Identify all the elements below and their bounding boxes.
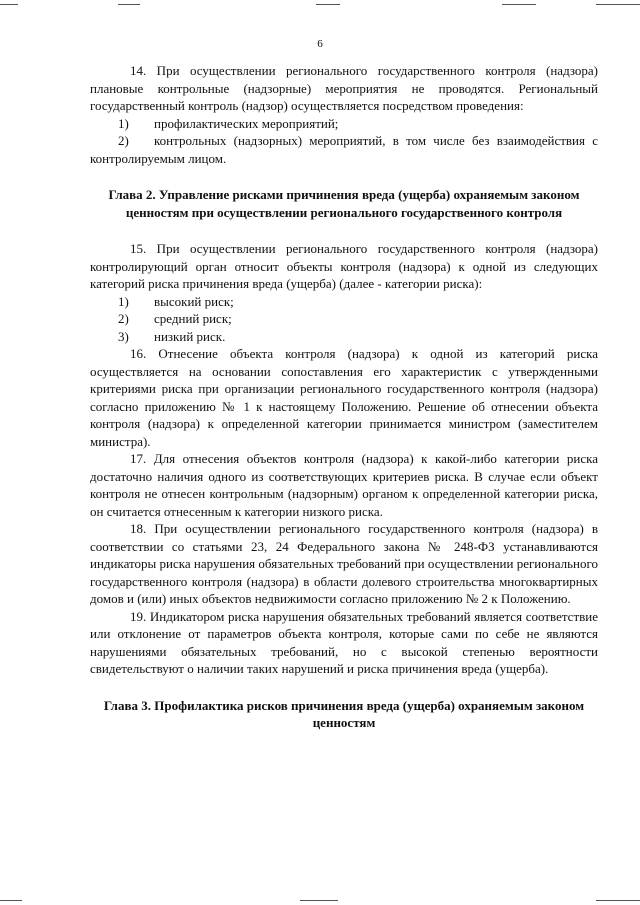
scan-edge-mark [596,4,640,5]
scan-edge-mark [316,4,340,5]
list-item [90,328,598,346]
list-item-number: 1) [118,115,129,131]
list-item-text: средний риск; [154,311,232,326]
scan-edge-mark [502,4,536,5]
scan-edge-mark [596,900,640,901]
list-item-text: контрольных (надзорных) мероприятий, в том числе без взаимодействия с контролируемым лицом. [90,133,598,166]
list-item-number: 1) [118,293,129,309]
list-item-text: высокий риск; [154,293,234,309]
list-item [90,132,598,167]
scan-edge-mark [118,4,140,5]
paragraph-14: 14. При осуществлении регионального государственного контроля (надзора) плановые контрольные (надзорные) мероприятия не проводятся. Региональный государственный контроль (надзор) осуществляется посредством проведения: [90,63,598,113]
document-body [90,62,598,732]
chapter-3-heading: Глава 3. Профилактика рисков причинения вреда (ущерба) охраняемым законом ценностям [103,697,585,730]
paragraph-15: 15. При осуществлении регионального государственного контроля (надзора) контролирующий орган относит объекты контроля (надзора) к одной из следующих категорий риска причинения вреда (ущерба) (далее - категории риска): [90,241,598,291]
chapter-2-heading: Глава 2. Управление рисками причинения вреда (ущерба) охраняемым законом ценностям при осуществлении регионального государственного контроля [108,187,580,220]
page-number: 6 [317,38,323,50]
list-item-number: 2) [118,311,129,326]
list-item [90,115,598,133]
list-item [90,310,598,328]
scan-edge-mark [0,4,18,5]
paragraph-17: 17. Для отнесения объектов контроля (надзора) к какой-либо категории риска достаточно наличия одного из соответствующих критериев риска. В случае если объект контроля не отнесен контрольным (надзорным) органом к определенной категории риска, он считается отнесенным к категории низкого риска. [90,451,598,519]
scan-edge-mark [300,900,338,901]
paragraph-19: 19. Индикатором риска нарушения обязательных требований является соответствие или отклонение от параметров объекта контроля, которые сами по себе не являются нарушениями обязательных требований, но с высокой степенью вероятности свидетельствуют о наличии таких нарушений и риска причинения вреда (ущерба). [90,608,598,676]
list-item-number: 3) [118,328,129,344]
list-item-number: 2) [118,133,129,148]
list-item-text: профилактических мероприятий; [154,115,339,131]
list-item [90,293,598,311]
list-item-text: низкий риск. [154,328,226,344]
paragraph-16: 16. Отнесение объекта контроля (надзора) к одной из категорий риска осуществляется на основании сопоставления его характеристик с утвержденными критериями риска при организации регионального государственного контроля (надзора) согласно приложению № 1 к настоящему Положению. Решение об отнесении объекта контроля (надзора) к определенной категории принимается министром (заместителем министра). [90,346,598,449]
scan-edge-mark [0,900,22,901]
paragraph-18: 18. При осуществлении регионального государственного контроля (надзора) в соответствии со статьями 23, 24 Федерального закона № 248-ФЗ устанавливаются индикаторы риска нарушения обязательных требований при осуществлении регионального государственного контроля (надзора) в области долевого строительства многоквартирных домов и (или) иных объектов недвижимости согласно приложению № 2 к Положению. [90,521,598,606]
